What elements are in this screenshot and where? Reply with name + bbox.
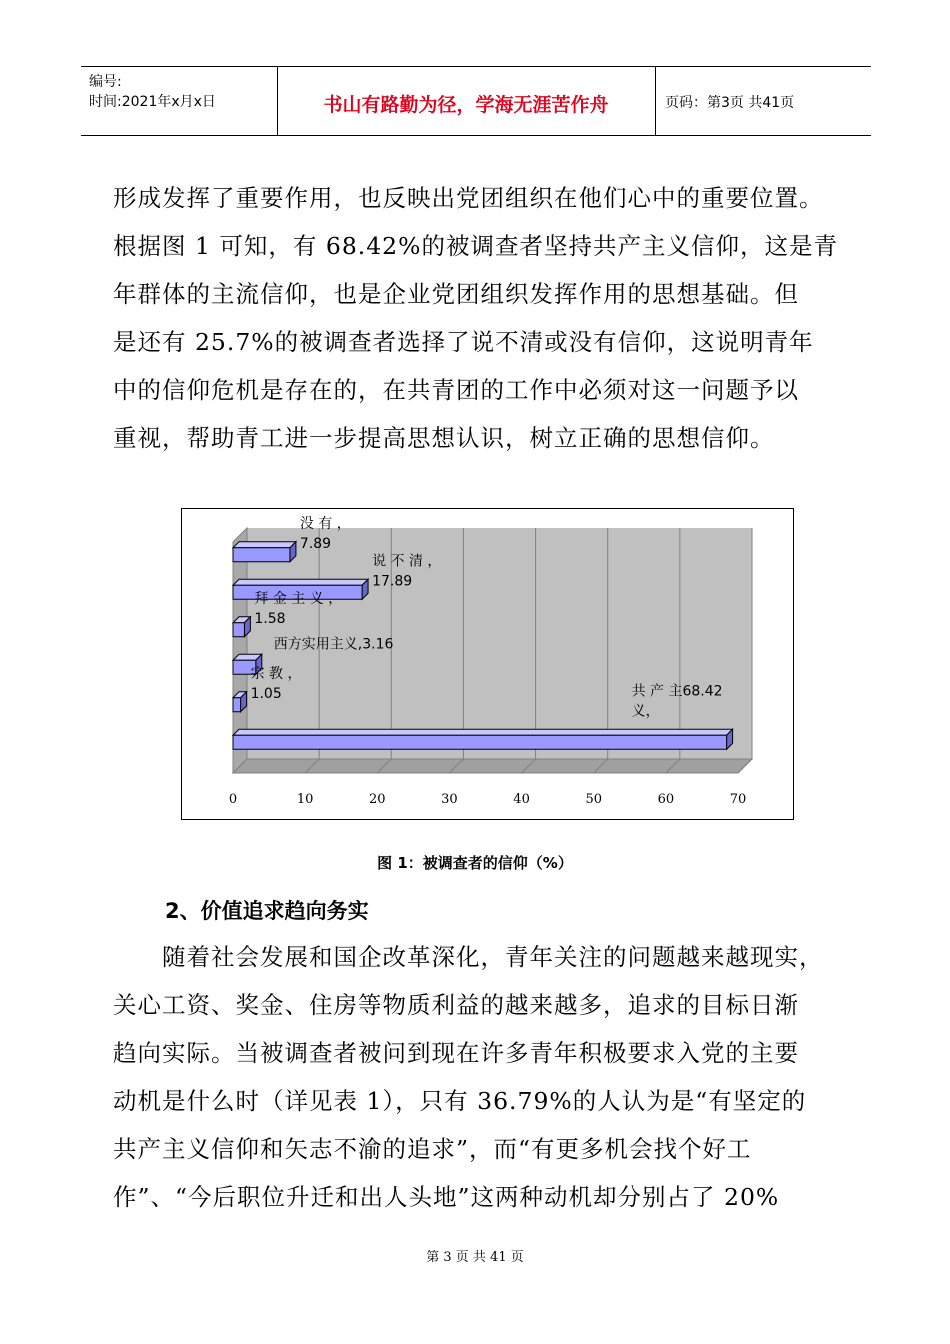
bar-data-label: 西方实用主义,3.16 (273, 636, 394, 653)
bar (233, 698, 241, 712)
section-heading: 2、价值追求趋向务实 (165, 899, 369, 923)
text-line: 重视，帮助青工进一步提高思想认识，树立正确的思想信仰。 (113, 424, 775, 452)
bar-data-label: 没 有 ， (299, 515, 351, 532)
text-line: 是还有 25.7%的被调查者选择了说不清或没有信仰，这说明青年 (113, 328, 814, 356)
bar-data-label: 义， (631, 703, 660, 720)
x-tick-label: 70 (729, 792, 747, 807)
document-number-label: 编号: (89, 74, 122, 90)
x-tick-label: 60 (657, 792, 675, 807)
bar-data-label: 共 产 主68.42 (631, 683, 723, 700)
bar-data-label: 1.58 (254, 610, 286, 627)
bar-top (233, 729, 733, 735)
x-tick-label: 50 (585, 792, 602, 807)
figure-caption: 图 1：被调查者的信仰（%） (377, 854, 573, 872)
chart-floor (233, 759, 752, 773)
bar (233, 735, 727, 749)
bar-data-label: 17.89 (372, 573, 413, 590)
page-header (81, 66, 871, 136)
x-tick-label: 20 (369, 792, 386, 807)
bar-data-label: 宗 教 ， (250, 665, 302, 682)
x-tick-label: 10 (296, 792, 314, 807)
text-line: 作”、“今后职位升迁和出人头地”这两种动机却分别占了 20% (113, 1183, 780, 1211)
page-footer: 第 3 页 共 41 页 (426, 1250, 524, 1265)
bar-top (233, 579, 368, 585)
header-divider (655, 67, 656, 135)
paragraph-2 (113, 933, 853, 1221)
text-line: 关心工资、奖金、住房等物质利益的越来越多，追求的目标日渐 (113, 991, 799, 1019)
bar (233, 623, 244, 637)
text-line: 形成发挥了重要作用，也反映出党团组织在他们心中的重要位置。 (113, 184, 824, 212)
text-line: 年群体的主流信仰，也是企业党团组织发挥作用的思想基础。但 (113, 280, 799, 308)
document-date: 时间:2021年x月x日 (89, 94, 216, 110)
bar-data-label: 1.05 (250, 685, 282, 702)
header-divider (277, 67, 278, 135)
bar (233, 548, 290, 562)
text-line: 根据图 1 可知，有 68.42%的被调查者坚持共产主义信仰，这是青 (113, 232, 838, 260)
text-line: 动机是什么时（详见表 1），只有 36.79%的人认为是“有坚定的 (113, 1087, 807, 1115)
header-page-info: 页码：第3页 共41页 (665, 95, 795, 111)
text-line: 随着社会发展和国企改革深化，青年关注的问题越来越现实， (113, 943, 824, 971)
header-bottom-rule (81, 135, 871, 136)
paragraph-1 (113, 174, 853, 462)
text-line: 趋向实际。当被调查者被问到现在许多青年积极要求入党的主要 (113, 1039, 799, 1067)
header-motto: 书山有路勤为径，学海无涯苦作舟 (323, 94, 609, 116)
belief-bar-chart (181, 508, 794, 820)
bar-data-label: 说 不 清 ， (372, 553, 442, 570)
x-tick-label: 0 (228, 792, 238, 807)
header-top-rule (81, 66, 871, 67)
text-line: 中的信仰危机是存在的，在共青团的工作中必须对这一问题予以 (113, 376, 799, 404)
x-tick-label: 30 (441, 792, 458, 807)
bar-data-label: 拜 金 主 义 ， (254, 590, 343, 607)
bar-top (233, 542, 296, 548)
header-left-cell (89, 72, 216, 112)
text-line: 共产主义信仰和矢志不渝的追求”，而“有更多机会找个好工 (113, 1135, 752, 1163)
bar-data-label: 7.89 (299, 535, 332, 552)
x-tick-label: 40 (513, 792, 530, 807)
